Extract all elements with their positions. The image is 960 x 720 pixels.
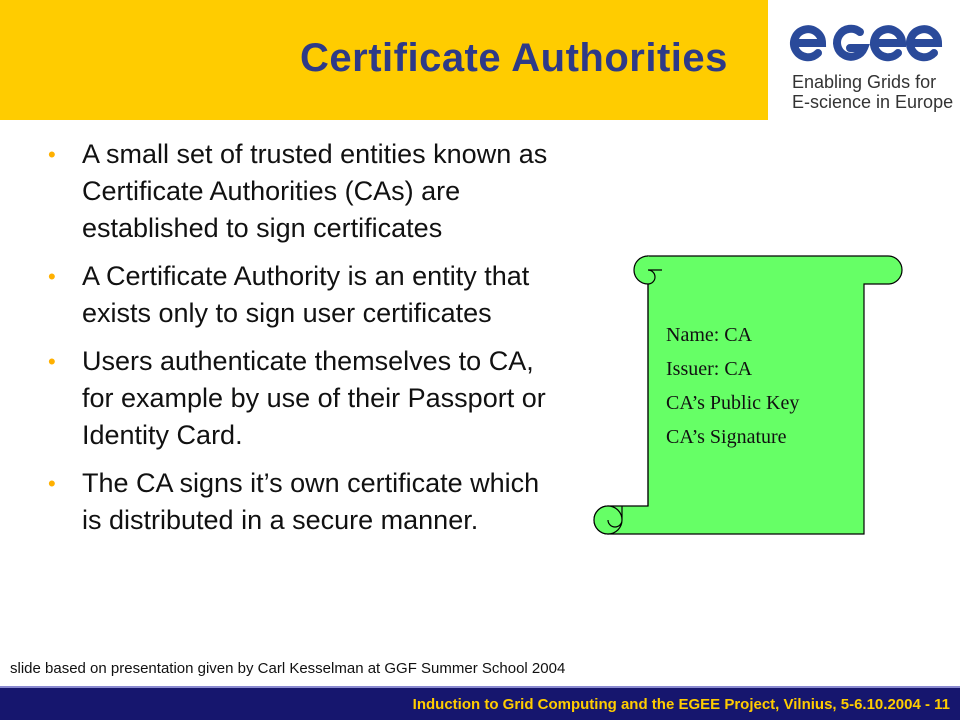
bullet-item <box>40 465 560 539</box>
bullet-dot-icon: • <box>48 142 56 167</box>
certificate-public-key: CA’s Public Key <box>666 392 800 414</box>
footer-bar <box>0 686 960 720</box>
bullet-dot-icon: • <box>48 471 56 496</box>
certificate-signature: CA’s Signature <box>666 426 787 448</box>
bullet-dot-icon: • <box>48 264 56 289</box>
bullet-text: The CA signs it’s own certificate which is distributed in a secure manner. <box>82 468 540 535</box>
footer-text: Induction to Grid Computing and the EGEE Project, Vilnius, 5-6.10.2004 - 11 <box>412 696 950 713</box>
egee-logo-graphic <box>768 0 960 120</box>
bullet-text: A Certificate Authority is an entity that exists only to sign user certificates <box>82 261 530 328</box>
certificate-issuer: Issuer: CA <box>666 358 753 380</box>
certificate-name: Name: CA <box>666 324 753 346</box>
bullet-item <box>40 343 560 454</box>
logo-tagline-line1: Enabling Grids for <box>792 72 937 92</box>
bullet-list <box>40 136 560 550</box>
bullet-item <box>40 258 560 332</box>
bullet-dot-icon: • <box>48 349 56 374</box>
slide-title: Certificate Authorities <box>300 36 728 80</box>
bullet-item <box>40 136 560 247</box>
egee-logo <box>768 0 960 120</box>
logo-tagline-line2: E-science in Europe <box>792 92 954 112</box>
bullet-text: Users authenticate themselves to CA, for example by use of their Passport or Identity Card. <box>82 346 546 450</box>
certificate-fields <box>666 318 799 454</box>
bullet-text: A small set of trusted entities known as Certificate Authorities (CAs) are established to sign certificates <box>82 139 548 243</box>
slide-credit: slide based on presentation given by Carl Kesselman at GGF Summer School 2004 <box>10 660 566 677</box>
